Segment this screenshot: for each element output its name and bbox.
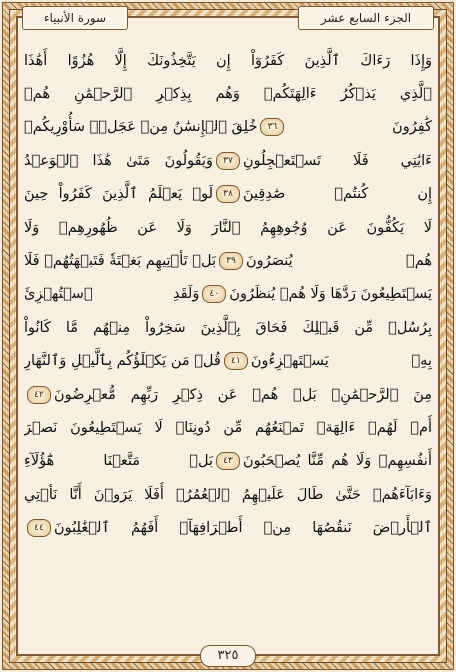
verse-text: بِرُسُلٖ مِّن قَبۡلِكَ فَحَاقَ بِٱلَّذِينَ سَخِرُواْ مِنۡهُم مَّا كَانُواْ [24, 319, 432, 336]
verse-text: ءَايَٰتِي فَلَا تَسۡتَعۡجِلُونِ [243, 152, 432, 169]
verse-line [24, 77, 432, 110]
verse-text: وَلَقَدِ ٱسۡتُهۡزِئَ [24, 286, 200, 303]
ayah-number-marker: ٤٢ [27, 386, 51, 404]
verse-text: وَيَقُولُونَ مَتَىٰ هَٰذَا ٱلۡوَعۡدُ [24, 152, 213, 169]
verse-text: قُلۡ مَن يَكۡلَؤُكُم بِٱلَّيۡلِ وَٱلنَّهَارِ [24, 353, 221, 370]
ayah-number-marker: ٣٨ [216, 185, 240, 203]
ayah-number-marker: ٤٤ [27, 519, 51, 537]
verse-text: بِهِۦ يَسۡتَهۡزِءُونَ [250, 353, 432, 370]
verse-text: أَنفُسِهِمۡ وَلَا هُم مِّنَّا يُصۡحَبُونَ [243, 453, 432, 470]
verse-text: مِنَ ٱلرَّحۡمَٰنِۚ بَلۡ هُمۡ عَن ذِكۡرِ رَبِّهِم مُّعۡرِضُونَ [54, 386, 432, 403]
ayah-number-marker: ٤٣ [216, 452, 240, 470]
verse-text: بَلۡ مَتَّعۡنَا هَٰٓؤُلَآءِ [24, 453, 213, 470]
verse-text: أَمۡ لَهُمۡ ءَالِهَةٞ تَمۡنَعُهُم مِّن دُونِنَاۚ لَا يَسۡتَطِيعُونَ نَصۡرَ [24, 419, 432, 436]
verse-text: بَلۡ تَأۡتِيهِم بَغۡتَةٗ فَتَبۡهَتُهُمۡ فَلَا [24, 253, 216, 270]
verse-line [24, 278, 432, 311]
verse-line [24, 144, 432, 177]
ayah-number-marker: ٤١ [224, 352, 248, 370]
surah-name: سورة الأنبياء [22, 6, 128, 30]
verse-line [24, 445, 432, 478]
verse-line [24, 411, 432, 444]
verse-text: لَا يَكُفُّونَ عَن وُجُوهِهِمُ ٱلنَّارَ وَلَا عَن ظُهُورِهِمۡ وَلَا [24, 219, 432, 236]
verse-text: يَسۡتَطِيعُونَ رَدَّهَا وَلَا هُمۡ يُنظَرُونَ [229, 286, 432, 303]
verse-line [24, 478, 432, 511]
verse-text: وَإِذَا رَءَاكَ ٱلَّذِينَ كَفَرُوٓاْ إِن يَتَّخِذُونَكَ إِلَّا هُزُوًا أَهَٰذَا [24, 52, 432, 69]
page-header [22, 4, 434, 32]
verse-text: وَءَابَآءَهُمۡ حَتَّىٰ طَالَ عَلَيۡهِمُ ٱلۡعُمُرُۗ أَفَلَا يَرَوۡنَ أَنَّا نَأۡتِي [24, 486, 432, 503]
verse-line [24, 378, 432, 411]
ayah-number-marker: ٣٧ [216, 152, 240, 170]
page-number: ٣٢٥ [200, 645, 256, 667]
ayah-number-marker: ٤٠ [202, 285, 226, 303]
verse-text: إِن كُنتُمۡ صَٰدِقِينَ [243, 186, 432, 203]
verse-line [24, 44, 432, 77]
verse-line [24, 311, 432, 344]
ayah-number-marker: ٣٦ [260, 118, 284, 136]
ayah-number-marker: ٣٩ [219, 252, 243, 270]
verse-text: ٱلۡأَرۡضَ نَنقُصُهَا مِنۡ أَطۡرَافِهَآۚ أَفَهُمُ ٱلۡغَٰلِبُونَ [54, 520, 432, 537]
verse-line [24, 211, 432, 244]
quran-text-block [24, 44, 432, 620]
verse-text: هُمۡ يُنصَرُونَ [246, 253, 432, 270]
verse-text: لَوۡ يَعۡلَمُ ٱلَّذِينَ كَفَرُواْ حِينَ [24, 186, 213, 203]
verse-text: ٱلَّذِي يَذۡكُرُ ءَالِهَتَكُمۡ وَهُم بِذِكۡرِ ٱلرَّحۡمَٰنِ هُمۡ [24, 86, 432, 103]
verse-line [24, 244, 432, 277]
verse-line [24, 345, 432, 378]
verse-text: خُلِقَ ٱلۡإِنسَٰنُ مِنۡ عَجَلٖۚ سَأُوْرِيكُمۡ [24, 119, 258, 136]
verse-line [24, 511, 432, 544]
verse-text: كَٰفِرُونَ [392, 119, 432, 136]
verse-line [24, 178, 432, 211]
page-footer [0, 644, 456, 668]
verse-line [24, 111, 432, 144]
juz-name: الجزء السابع عشر [298, 6, 434, 30]
